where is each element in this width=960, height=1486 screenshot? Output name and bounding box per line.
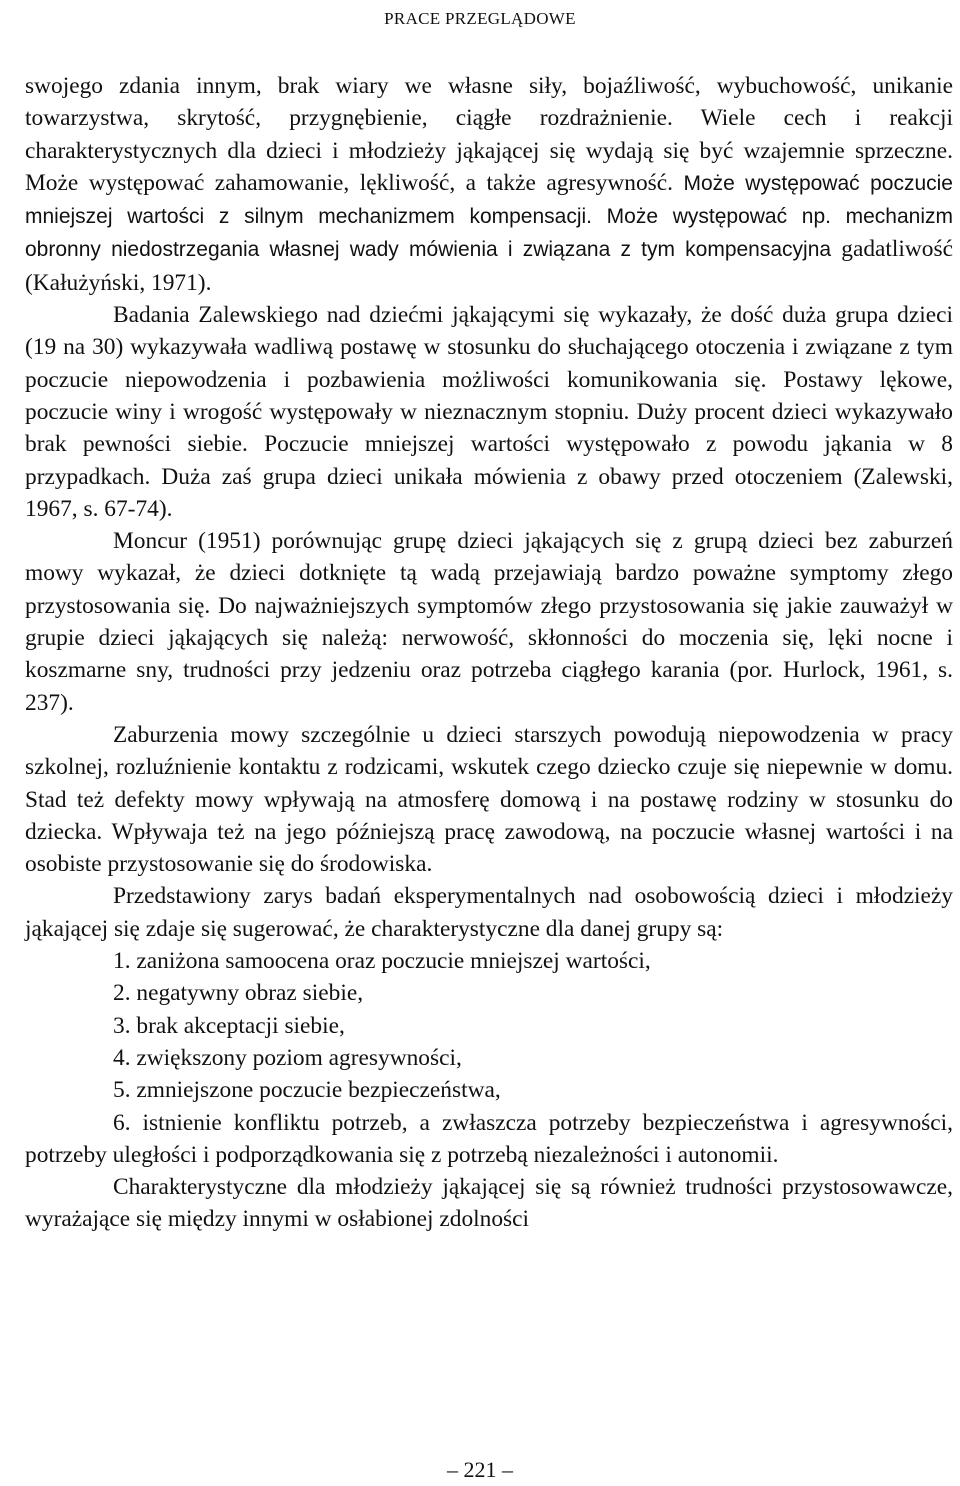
list-item: 5. zmniejszone poczucie bezpieczeństwa,	[113, 1077, 501, 1104]
paragraph-text-serif: swojego zdania innym, brak wiary we własne siły, bojaźliwość, wybuchowość, unikanie towarzystwa, skrytość, przygnębienie, ciągłe rozdrażnienie. Wiele cech i reakcji charakterystycznych dla dzieci i młodzieży jąkającej się wydają się być wzajemnie sprzeczne. Może występować zahamowanie, lękliwość, a także agresywność.	[25, 73, 953, 196]
list-item: 6. istnienie konfliktu potrzeb, a zwłaszcza potrzeby bezpieczeństwa i agresywności, potrzeby uległości i podporządkowania się z potrzebą niezależności i autonomii.	[25, 1109, 953, 1168]
paragraph-text-sans: Może występować poczucie mniejszej wartości z silnym mechanizmem kompensacji. Może występować np. mechanizm obronny niedostrzegania własnej wady mówienia i związana z tym kompensacyjna	[25, 171, 953, 262]
body-text	[25, 70, 953, 1236]
running-head: PRACE PRZEGLĄDOWE	[384, 9, 576, 28]
list-item: 1. zaniżona samoocena oraz poczucie mniejszej wartości,	[113, 948, 651, 975]
paragraph	[25, 70, 953, 299]
list-item: 3. brak akceptacji siebie,	[113, 1012, 345, 1039]
list-item: 2. negatywny obraz siebie,	[113, 980, 364, 1007]
list-item: 4. zwiększony poziom agresywności,	[113, 1044, 462, 1071]
page-number: – 221 –	[447, 1457, 513, 1482]
paragraph: Zaburzenia mowy szczególnie u dzieci starszych powodują niepowodzenia w pracy szkolnej, rozluźnienie kontaktu z rodzicami, wskutek czego dziecko czuje się niepewnie w domu. Stad też defekty mowy wpływają na atmosferę domową i na postawę rodziny w stosunku do dziecka. Wpływaja też na jego późniejszą pracę zawodową, na poczucie własnej wartości i na osobiste przystosowanie się do środowiska.	[25, 721, 953, 878]
paragraph: Badania Zalewskiego nad dziećmi jąkającymi się wykazały, że dość duża grupa dzieci (19 na 30) wykazywała wadliwą postawę w stosunku do słuchającego otoczenia i związane z tym poczucie niepowodzenia i pozbawienia możliwości komunikowania się. Postawy lękowe, poczucie winy i wrogość występowały w nieznacznym stopniu. Duży procent dzieci wykazywało brak pewności siebie. Poczucie mniejszej wartości występowało z powodu jąkania w 8 przypadkach. Duża zaś grupa dzieci unikała mówienia z obawy przed otoczeniem (Zalewski, 1967, s. 67-74).	[25, 302, 953, 522]
paragraph: Charakterystyczne dla młodzieży jąkającej się są również trudności przystosowawcze, wyrażające się między innymi w osłabionej zdolności	[25, 1174, 953, 1233]
paragraph: Moncur (1951) porównując grupę dzieci jąkających się z grupą dzieci bez zaburzeń mowy wykazał, że dzieci dotknięte tą wadą przejawiają bardzo poważne symptomy złego przystosowania się. Do najważniejszych symptomów złego przystosowania się jakie zauważył w grupie dzieci jąkających się należą: nerwowość, skłonności do moczenia się, lęki nocne i koszmarne sny, trudności przy jedzeniu oraz potrzeba ciągłego karania (por. Hurlock, 1961, s. 237).	[25, 528, 953, 716]
paragraph: Przedstawiony zarys badań eksperymentalnych nad osobowością dzieci i młodzieży jąkającej się zdaje się sugerować, że charakterystyczne dla danej grupy są:	[25, 883, 953, 942]
paragraph-text-serif: gadatliwość (Kałużyński, 1971).	[25, 236, 953, 296]
